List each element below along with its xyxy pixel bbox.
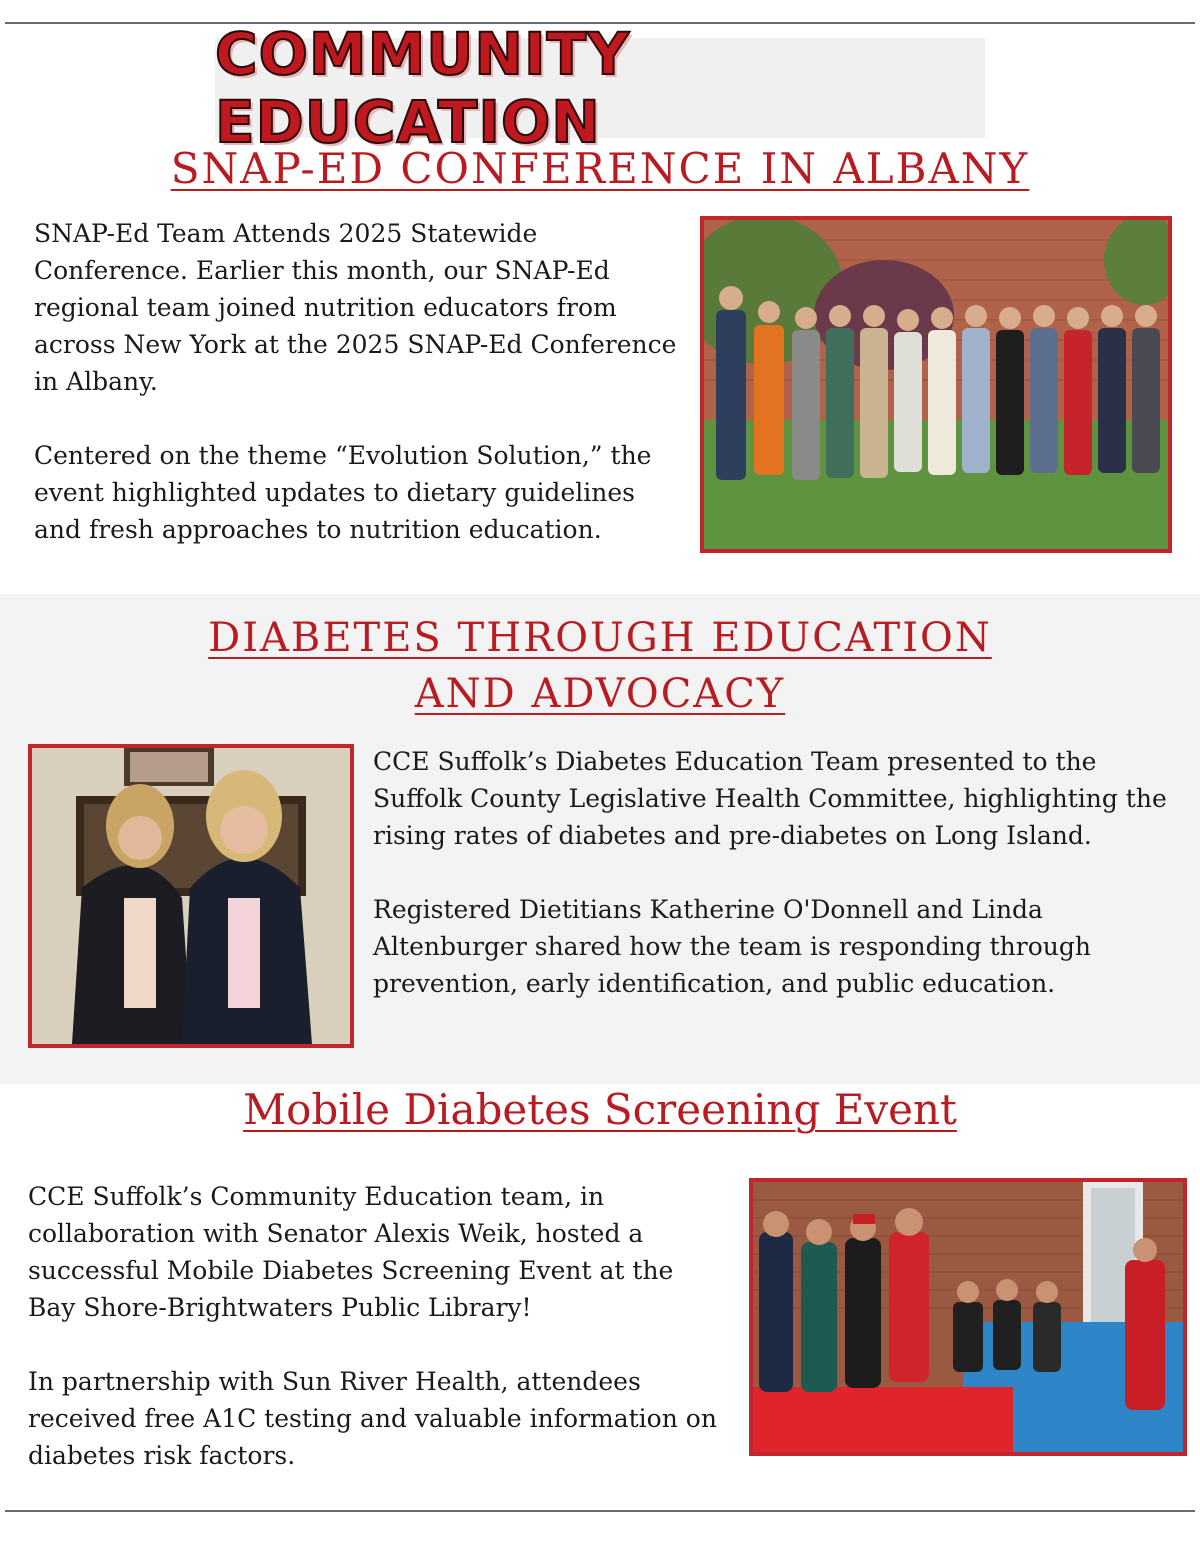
snap-ed-body (34, 215, 684, 548)
diabetes-paragraph-1: CCE Suffolk’s Diabetes Education Team presented to the Suffolk County Legislative Health Committee, highlighting the rising rates of diabetes and pre-diabetes on Long Island. (373, 747, 1167, 850)
section-title-diabetes (0, 610, 1200, 722)
dietitians-photo (28, 744, 354, 1048)
diabetes-paragraph-2: Registered Dietitians Katherine O'Donnell and Linda Altenburger shared how the team is responding through prevention, early identification, and public education. (373, 895, 1091, 998)
snap-ed-paragraph-1: SNAP-Ed Team Attends 2025 Statewide Conference. Earlier this month, our SNAP-Ed regional team joined nutrition educators from across New York at the 2025 SNAP-Ed Conference in Albany. (34, 219, 677, 396)
screening-paragraph-2: In partnership with Sun River Health, attendees received free A1C testing and valuable information on diabetes risk factors. (28, 1367, 717, 1470)
section-title-diabetes-line2: AND ADVOCACY (414, 671, 786, 717)
page-banner (215, 20, 985, 156)
section-title-screening: Mobile Diabetes Screening Event (243, 1085, 957, 1134)
bottom-divider (5, 1510, 1195, 1512)
snap-ed-paragraph-2: Centered on the theme “Evolution Solution,” the event highlighted updates to dietary guidelines and fresh approaches to nutrition education. (34, 441, 652, 544)
screening-body (28, 1178, 728, 1474)
screening-paragraph-1: CCE Suffolk’s Community Education team, in collaboration with Senator Alexis Weik, hosted a successful Mobile Diabetes Screening Event at the Bay Shore-Brightwaters Public Library! (28, 1182, 674, 1322)
page-title: COMMUNITY EDUCATION (215, 20, 631, 156)
section-title-snap-ed: SNAP-ED CONFERENCE IN ALBANY (170, 144, 1030, 193)
snap-ed-group-photo (700, 216, 1172, 553)
section-title-diabetes-line1: DIABETES THROUGH EDUCATION (208, 615, 992, 661)
screening-event-photo (749, 1178, 1187, 1456)
diabetes-body (373, 743, 1173, 1002)
